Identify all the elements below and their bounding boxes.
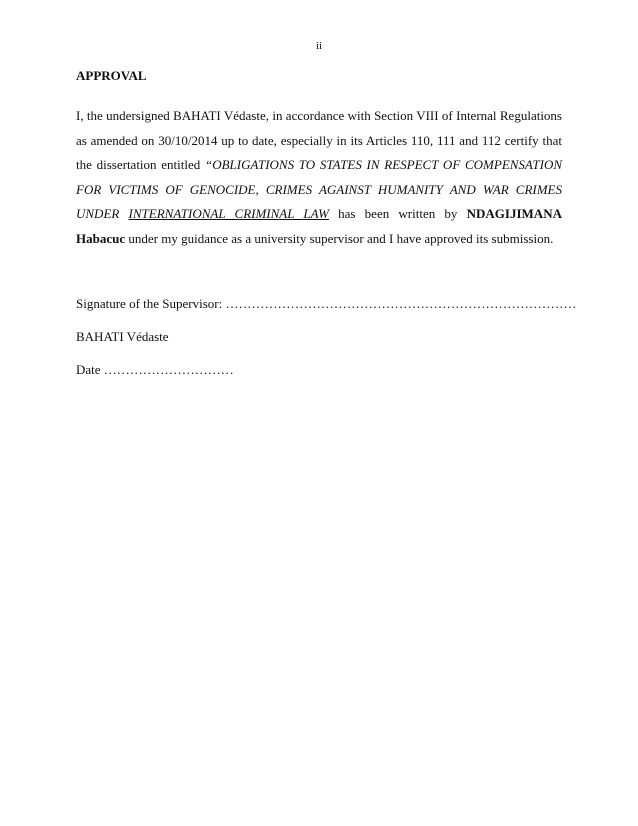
date-label: Date <box>76 361 104 377</box>
date-dots: ………………………… <box>103 361 234 377</box>
signature-block <box>76 295 577 378</box>
paragraph-middle: has been written by <box>328 206 467 222</box>
page-number: ii <box>315 40 323 52</box>
dissertation-title-underlined: INTERNATIONAL CRIMINAL LAW <box>128 206 329 222</box>
dissertation-title-main: “OBLIGATIONS TO STATES IN RESPECT OF COMPENSATION FOR VICTIMS OF GENOCIDE, CRIMES AGAINST HUMANITY AND WAR CRIMES UNDER <box>76 157 563 222</box>
paragraph-ending: under my guidance as a university supervisor and I have approved its submission. <box>125 230 554 246</box>
approval-paragraph <box>76 104 562 252</box>
approval-heading: APPROVAL <box>76 68 147 83</box>
date-line <box>76 362 562 378</box>
signature-label: Signature of the Supervisor: <box>76 295 226 311</box>
student-name: NDAGIJIMANA Habacuc <box>76 206 562 246</box>
paragraph-intro: I, the undersigned BAHATI Védaste, in accordance with Section VIII of Internal Regulations as amended on 30/10/2014 up to date, especially in its Articles 110, 111 and 112 certify that the dissertation entitled <box>76 108 562 173</box>
approval-section <box>76 68 577 395</box>
signature-line <box>76 295 577 312</box>
signature-dots: ……………………………………………………………………… <box>225 295 577 311</box>
supervisor-name: BAHATI Védaste <box>76 328 169 344</box>
